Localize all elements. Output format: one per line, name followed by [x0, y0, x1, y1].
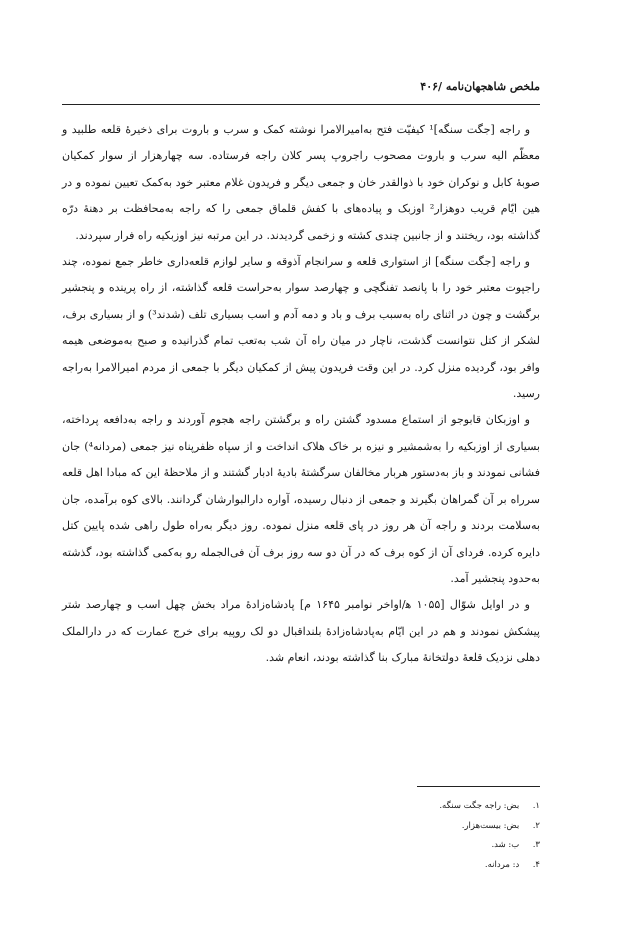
- footnote-text: بض: بیست‌هزار.: [461, 820, 520, 831]
- footnote-rule: [417, 786, 540, 787]
- paragraph: و اوزبکان قابوجو از استماع مسدود گشتن راه و برگشتن راجه هجوم آوردند و راجه به‌دافعه پرداخته، بسیاری از اوزبکیه را به‌شمشیر و نیزه بر خاک هلاک انداخت و از سپاه ظفرپناه نیز جمعی (مردانه⁴) جان فشانی نمودند و باز به‌دستور هربار مخالفان سرگشتهٔ بادیهٔ ادبار گشتند و از ملاحظهٔ این که مبادا اهل قلعه سرراه بر آن گمراهان بگیرند و جمعی از دنبال رسیده، آواره دارالبوارشان گردانند. بالای کوه برآمده، جان به‌سلامت بردند و راجه آن هر روز در پای قلعه منزل نموده. روز دیگر به‌راه طول راهی شده پایین کتل دایره کرده. فردای آن از کوه برف که در آن دو سه روز برف آن فی‌الجمله رو به‌کمی گذاشته بود، گذشته به‌حدود پنجشیر آمد.: [62, 413, 540, 585]
- footnote: [62, 836, 540, 856]
- paragraph: و راجه [جگت سنگه] از استواری قلعه و سرانجام آذوقه و سایر لوازم قلعه‌داری خاطر جمع نموده، چند راجپوت معتبر خود را با پانصد تفنگچی و چهارصد سوار به‌حراست قلعه گذاشته، از راه پرینده و پنجشیر برگشت و چون در اثنای راه به‌سبب برف و باد و دمه آدم و اسب بسیاری تلف (شدند³) و از بسیاری برف، لشکر از کتل نتوانست گذشت، ناچار در میان راه آن شب به‌تعب تمام گذرانیده و صبح به‌موضعی هیمه وافر بود، گردیده منزل کرد. در این وقت فریدون پیش از کمکیان دیگر با جمعی از مردم امیرالامرا به‌راجه رسید.: [62, 255, 540, 401]
- footnote-number: ۲.: [532, 820, 540, 831]
- footnote-text: د: مردانه.: [484, 859, 520, 870]
- footnote: [62, 797, 540, 817]
- body-text: [62, 117, 540, 672]
- footnote-number: ۳.: [532, 840, 540, 850]
- footnote-text: بض: راجه جگت سنگه.: [439, 801, 520, 811]
- footnote-number: ۴.: [532, 859, 540, 870]
- footnote: [62, 817, 540, 837]
- footnote: [62, 856, 540, 876]
- paragraph: و راجه [جگت سنگه]¹ کیفیّت فتح به‌امیرالامرا نوشته کمک و سرب و باروت برای ذخیرهٔ قلعه طلبید و معظّم الیه سرب و باروت مصحوب راجروپ پسر کلان راجه فرستاده. سه چهارهزار از سوار کمکیان صوبهٔ کابل و نوکران خود با ذوالقدر خان و جمعی دیگر و فریدون غلام معتبر خود به‌کمک تعیین نموده و در هین ایّام قریب دوهزار² اوزبک و پیاده‌های با کفش قلماق جمعی را که راجه به‌محافظت بر دهنهٔ درّه گذاشته بود، ریختند و از جانبین چندی کشته و زخمی گردیدند. در این مرتبه نیز اوزبکیه راه فرار سپردند.: [62, 123, 540, 242]
- footnote-text: ب: شد.: [491, 840, 520, 850]
- header-rule: [62, 104, 540, 105]
- footnote-number: ۱.: [532, 801, 540, 811]
- footnotes: [62, 797, 540, 875]
- paragraph: و در اوایل شوّال [۱۰۵۵ ﻫ/اواخر نوامبر ۱۶۴۵ م] پادشاه‌زادهٔ مراد بخش چهل اسب و چهارصد شتر پیشکش نمودند و هم در این ایّام به‌پادشاه‌زادهٔ بلنداقبال دو لک روپیه برای خرج عمارت که در دارالملک دهلی نزدیک قلعهٔ دولتخانهٔ مبارک بنا گذاشته بودند، انعام شد.: [62, 598, 540, 665]
- running-header: ملخص شاهجهان‌نامه /۴۰۶: [420, 80, 540, 93]
